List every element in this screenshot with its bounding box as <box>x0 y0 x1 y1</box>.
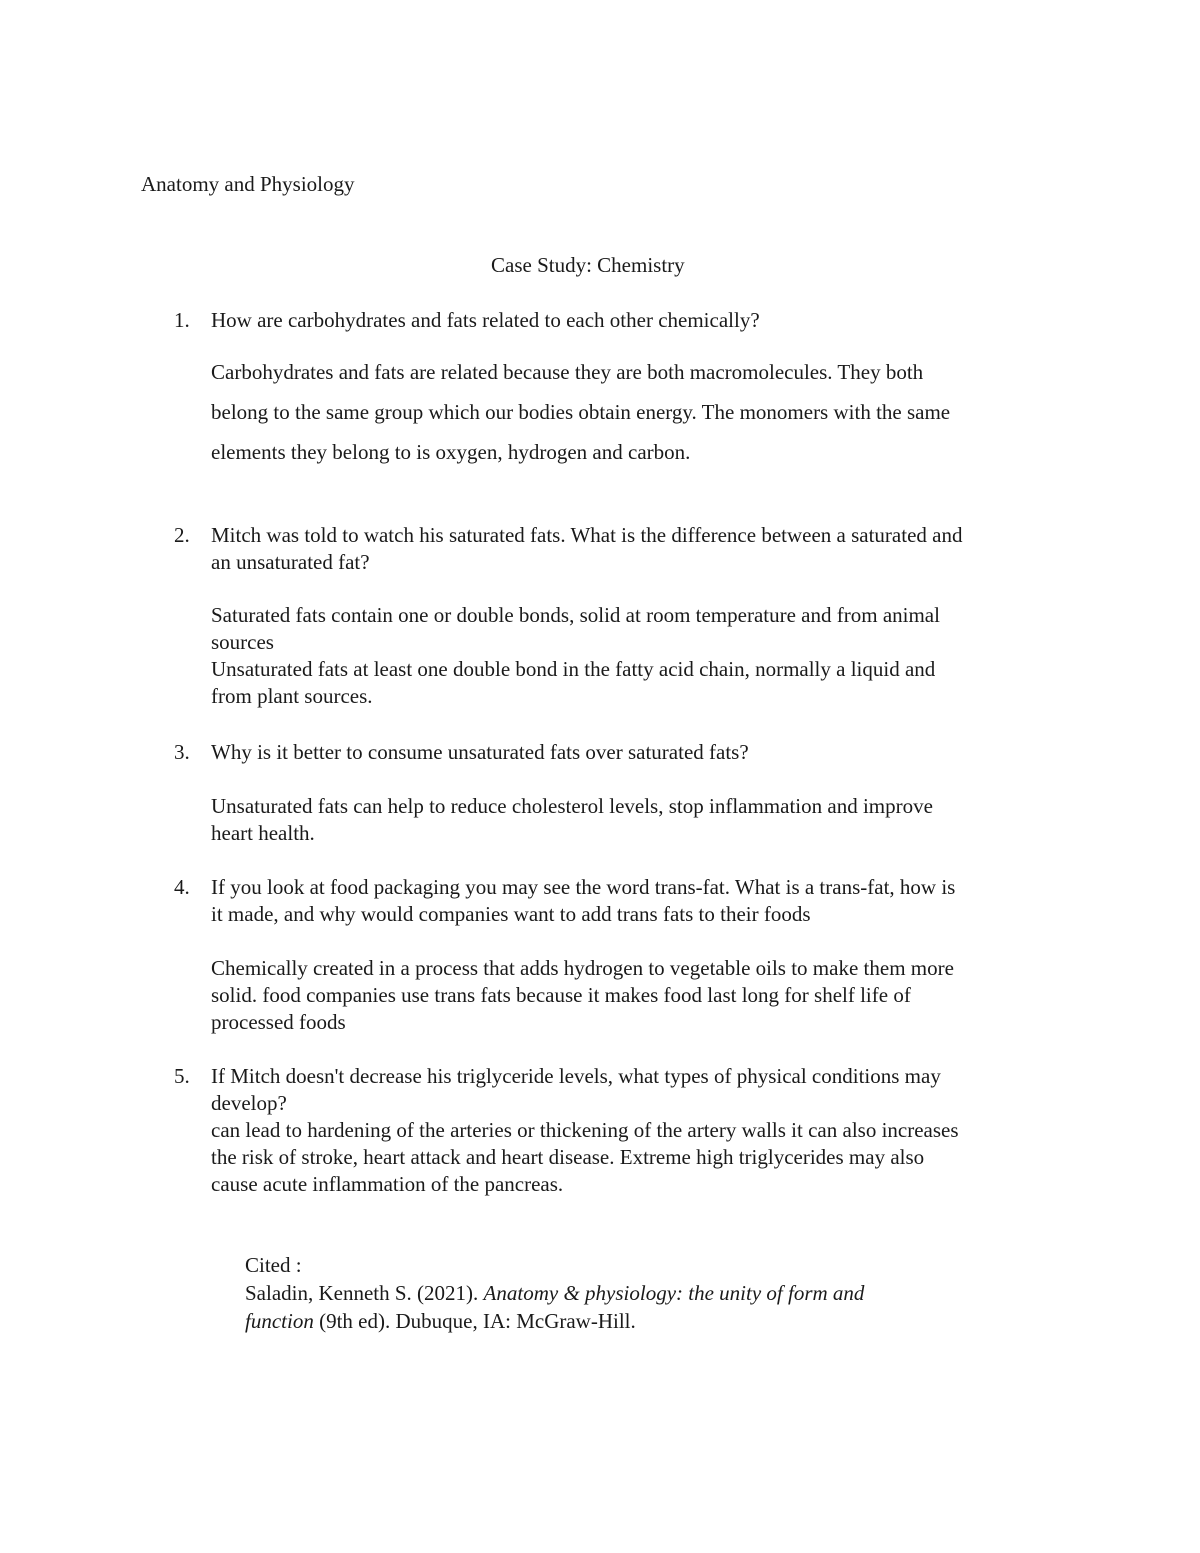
answer-text <box>211 955 1071 1036</box>
question-text <box>211 1063 1071 1117</box>
question-number: 4. <box>174 875 190 899</box>
question-text <box>211 307 1071 334</box>
answer-line: processed foods <box>211 1010 346 1034</box>
answer-text <box>211 602 1071 710</box>
citation-line-1 <box>245 1279 864 1307</box>
question-line: Why is it better to consume unsaturated fats over saturated fats? <box>211 740 749 764</box>
answer-line: Chemically created in a process that adds hydrogen to vegetable oils to make them more <box>211 956 954 980</box>
question-line: Mitch was told to watch his saturated fats. What is the difference between a saturated and <box>211 523 963 547</box>
question-number: 2. <box>174 523 190 547</box>
question-number: 3. <box>174 740 190 764</box>
question-line: an unsaturated fat? <box>211 550 370 574</box>
question-text <box>211 739 1071 766</box>
question-line: If you look at food packaging you may see the word trans-fat. What is a trans-fat, how is <box>211 875 956 899</box>
answer-text <box>211 1117 1071 1198</box>
citation-line-2 <box>245 1307 864 1335</box>
citation-title-part1: Anatomy & physiology: the unity of form and <box>483 1281 865 1305</box>
question-text <box>211 522 1071 576</box>
question-line: develop? <box>211 1091 287 1115</box>
answer-text <box>211 352 1071 472</box>
course-title: Anatomy and Physiology <box>141 172 355 196</box>
question-text <box>211 874 1071 928</box>
question-number: 5. <box>174 1064 190 1088</box>
citation-title-part2: function <box>245 1309 314 1333</box>
answer-line: Unsaturated fats at least one double bond in the fatty acid chain, normally a liquid and <box>211 657 936 681</box>
citation <box>245 1251 864 1335</box>
answer-line: sources <box>211 630 274 654</box>
answer-line: can lead to hardening of the arteries or thickening of the artery walls it can also increases <box>211 1118 959 1142</box>
answer-line: cause acute inflammation of the pancreas. <box>211 1172 564 1196</box>
question-line: How are carbohydrates and fats related to each other chemically? <box>211 308 760 332</box>
answer-line: solid. food companies use trans fats because it makes food last long for shelf life of <box>211 983 911 1007</box>
case-title: Case Study: Chemistry <box>491 253 685 277</box>
answer-line: Unsaturated fats can help to reduce cholesterol levels, stop inflammation and improve <box>211 794 933 818</box>
question-number: 1. <box>174 308 190 332</box>
answer-line: Saturated fats contain one or double bonds, solid at room temperature and from animal <box>211 603 940 627</box>
question-line: If Mitch doesn't decrease his triglyceride levels, what types of physical conditions may <box>211 1064 941 1088</box>
answer-line: belong to the same group which our bodies obtain energy. The monomers with the same <box>211 400 951 424</box>
answer-line: the risk of stroke, heart attack and heart disease. Extreme high triglycerides may also <box>211 1145 925 1169</box>
answer-line: from plant sources. <box>211 684 373 708</box>
answer-line: elements they belong to is oxygen, hydrogen and carbon. <box>211 440 691 464</box>
answer-line: Carbohydrates and fats are related because they are both macromolecules. They both <box>211 360 924 384</box>
answer-line: heart health. <box>211 821 315 845</box>
citation-author-year: Saladin, Kenneth S. (2021). <box>245 1281 484 1305</box>
citation-label: Cited : <box>245 1253 302 1277</box>
citation-rest: (9th ed). Dubuque, IA: McGraw-Hill. <box>313 1309 636 1333</box>
question-line: it made, and why would companies want to add trans fats to their foods <box>211 902 811 926</box>
answer-text <box>211 793 1071 847</box>
